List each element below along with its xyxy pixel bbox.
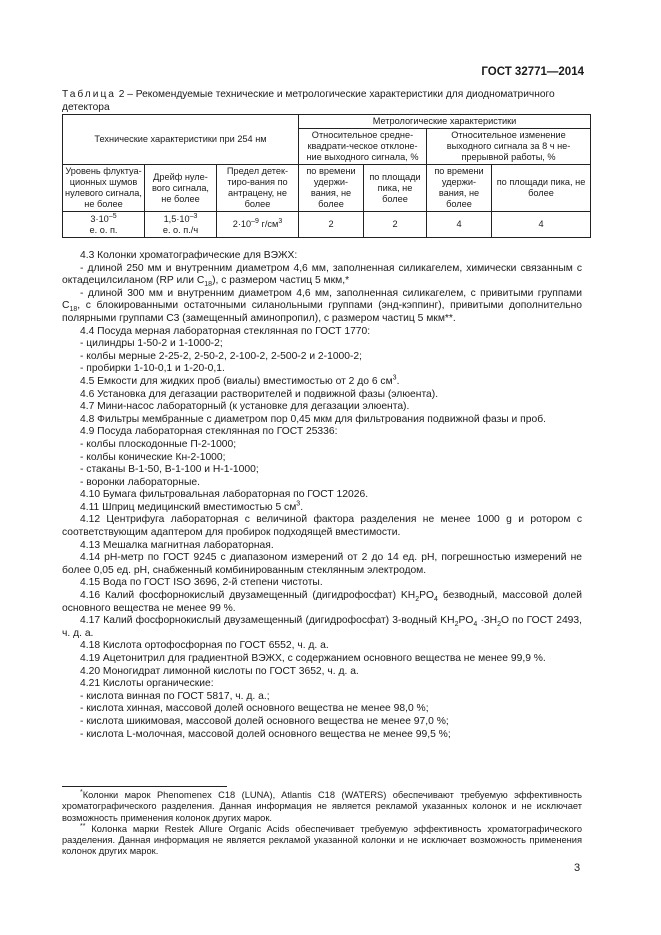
peak-area-change-value: 4	[492, 212, 591, 238]
list-item: - цилиндры 1-50-2 и 1-1000-2;	[80, 338, 223, 350]
paragraph: 4.18 Кислота ортофосфорная по ГОСТ 6552, ч. д. а.	[80, 640, 329, 652]
list-item: - колбы мерные 2-25-2, 2-50-2, 2-100-2, 2-500-2 и 2-1000-2;	[80, 350, 363, 362]
zero-drift-header: Дрейф нуле-вого сигнала, не более	[145, 165, 217, 212]
detection-limit-value: $2\cdot 10^{-9}$ $г/см^3$	[217, 212, 299, 238]
retention-time-change-value: 4	[427, 212, 492, 238]
paragraph: 4.11 Шприц медицинский вместимостью 5 $см^3$.	[80, 500, 304, 513]
paragraph: 4.3 Колонки хроматографические для ВЭЖХ:	[80, 250, 298, 261]
paragraph: 4.7 Мини-насос лабораторный (к установке для дегазации элюента).	[80, 401, 410, 413]
paragraph: 4.14 pH-метр по ГОСТ 9245 с диапазоном измерений от 2 до 14 ед. рН, погрешностью измерений не более 0,05 ед. рН, снабженный комбинированным стеклянным электродом.	[62, 552, 582, 576]
list-item: - колбы конические Кн-2-1000;	[80, 451, 226, 463]
page-number: 3	[574, 862, 581, 874]
peak-area-change-header: по площади пика, не более	[492, 165, 591, 212]
table-caption	[62, 89, 598, 114]
footnotes	[62, 790, 582, 858]
body-text	[62, 250, 582, 741]
list-item: - кислота хинная, массовой долей основного вещества не менее 98,0 %;	[80, 703, 429, 715]
paragraph: 4.10 Бумага фильтровальная лабораторная по ГОСТ 12026.	[80, 489, 369, 501]
detection-limit-header: Предел детек-тиро-вания по антрацену, не более	[217, 165, 299, 212]
paragraph: 4.17 Калий фосфорнокислый двузамещенный (дигидрофосфат) 3-водный $KH_2PO_4 \cdot 3H_2O$ по ГОСТ 2493, ч. д. а.	[62, 615, 582, 639]
list-item: - кислота L-молочная, массовой долей основного вещества не менее 99,5 %;	[80, 728, 451, 740]
paragraph: 4.12 Центрифуга лабораторная с величиной фактора разделения не менее 1000 g и ротором с соответствующим адаптером для пробирок подходящей вместимости.	[62, 514, 582, 539]
paragraph: - длиной 300 мм и внутренним диаметром 4,6 мм, заполненная силикагелем, с привитыми группами $C_{18}$, с блокированными остаточными силанольными группами (энд-кэппинг), привитыми дополнительно полярными группами C3 (замещенный аминопропил), с размером частиц 5 мкм**.	[62, 287, 582, 324]
noise-level-value: $3\cdot 10^{-5}$ е. о. п.	[63, 212, 145, 238]
paragraph: 4.6 Установка для дегазации растворителей и подвижной фазы (элюента).	[80, 388, 439, 400]
list-item: - колбы плоскодонные П-2-1000;	[80, 438, 237, 450]
retention-time-change-header: по времени удержи-вания, не более	[427, 165, 492, 212]
zero-drift-value: $1,5\cdot 10^{-3}$ е. о. п./ч	[145, 212, 217, 238]
paragraph: 4.5 Емкости для жидких проб (виалы) вместимостью от 2 до 6 $см^3$.	[80, 374, 400, 387]
paragraph: 4.15 Вода по ГОСТ ISO 3696, 2-й степени чистоты.	[80, 577, 323, 589]
peak-area-rsd-value: 2	[364, 212, 427, 238]
list-item: - кислота шикимовая, массовой долей основного вещества не менее 97,0 %;	[80, 715, 449, 727]
paragraph: 4.16 Калий фосфорнокислый двузамещенный (дигидрофосфат) $KH_2PO_4$ безводный, массовой долей основного вещества не менее 99 %.	[62, 590, 583, 614]
list-item: - пробирки 1-10-0,1 и 1-20-0,1.	[80, 363, 225, 375]
list-item: - стаканы В-1-50, В-1-100 и Н-1-1000;	[80, 464, 259, 476]
noise-level-header: Уровень флуктуа-ционных шумов нулевого сигнала, не более	[63, 165, 145, 212]
tech-characteristics-header: Технические характеристики при 254 нм	[63, 115, 299, 165]
paragraph: 4.8 Фильтры мембранные с диаметром пор 0,45 мкм для фильтрования подвижной фазы и проб.	[80, 413, 546, 425]
list-item: - кислота винная по ГОСТ 5817, ч. д. а.;	[80, 690, 270, 702]
peak-area-rsd-header: по площади пика, не более	[364, 165, 427, 212]
paragraph: 4.9 Посуда лабораторная стеклянная по ГОСТ 25336:	[80, 426, 338, 438]
metrological-characteristics-header: Метрологические характеристики	[299, 115, 591, 129]
retention-time-rsd-value: 2	[299, 212, 364, 238]
paragraph: 4.4 Посуда мерная лабораторная стеклянная по ГОСТ 1770:	[80, 325, 371, 337]
table-caption-text: 2 – Рекомендуемые технические и метрологические характеристики для диодноматричного детектора	[62, 89, 555, 113]
table-caption-label: Таблица	[62, 89, 116, 100]
retention-time-rsd-header: по времени удержи-вания, не более	[299, 165, 364, 212]
footnote-divider	[62, 786, 227, 787]
paragraph: 4.19 Ацетонитрил для градиентной ВЭЖХ, с содержанием основного вещества не менее 99,9 %.	[80, 653, 546, 664]
paragraph: 4.13 Мешалка магнитная лабораторная.	[80, 539, 274, 551]
footnote: *Колонки марок Phenomenex C18 (LUNA), Atlantis C18 (WATERS) обеспечивают требуемую эффективность хроматографического разделения. Данная информация не является рекламой указанных колонок и не исключает возможность применения колонок других марок.	[62, 788, 582, 823]
paragraph: - длиной 250 мм и внутренним диаметром 4,6 мм, заполненная силикагелем, химически связанным с октадецилсиланом (RP или $C_{18}$), с размером частиц 5 мкм,*	[62, 262, 582, 289]
output-signal-change-header: Относительное изменение выходного сигнала за 8 ч не-прерывной работы, %	[427, 129, 591, 165]
document-standard-code: ГОСТ 32771—2014	[481, 66, 584, 78]
list-item: - воронки лабораторные.	[80, 476, 200, 488]
footnote: ** Колонка марки Restek Allure Organic Acids обеспечивает требуемую эффективность хроматографического разделения. Данная информация не является рекламой указанной колонки и не исключает возможность применения колонок других марок.	[62, 822, 582, 857]
paragraph: 4.20 Моногидрат лимонной кислоты по ГОСТ 3652, ч. д. а.	[80, 665, 359, 677]
rsd-output-signal-header: Относительное средне-квадрати-ческое отклоне-ние выходного сигнала, %	[299, 129, 427, 165]
paragraph: 4.21 Кислоты органические:	[80, 678, 214, 690]
characteristics-table	[62, 114, 591, 238]
